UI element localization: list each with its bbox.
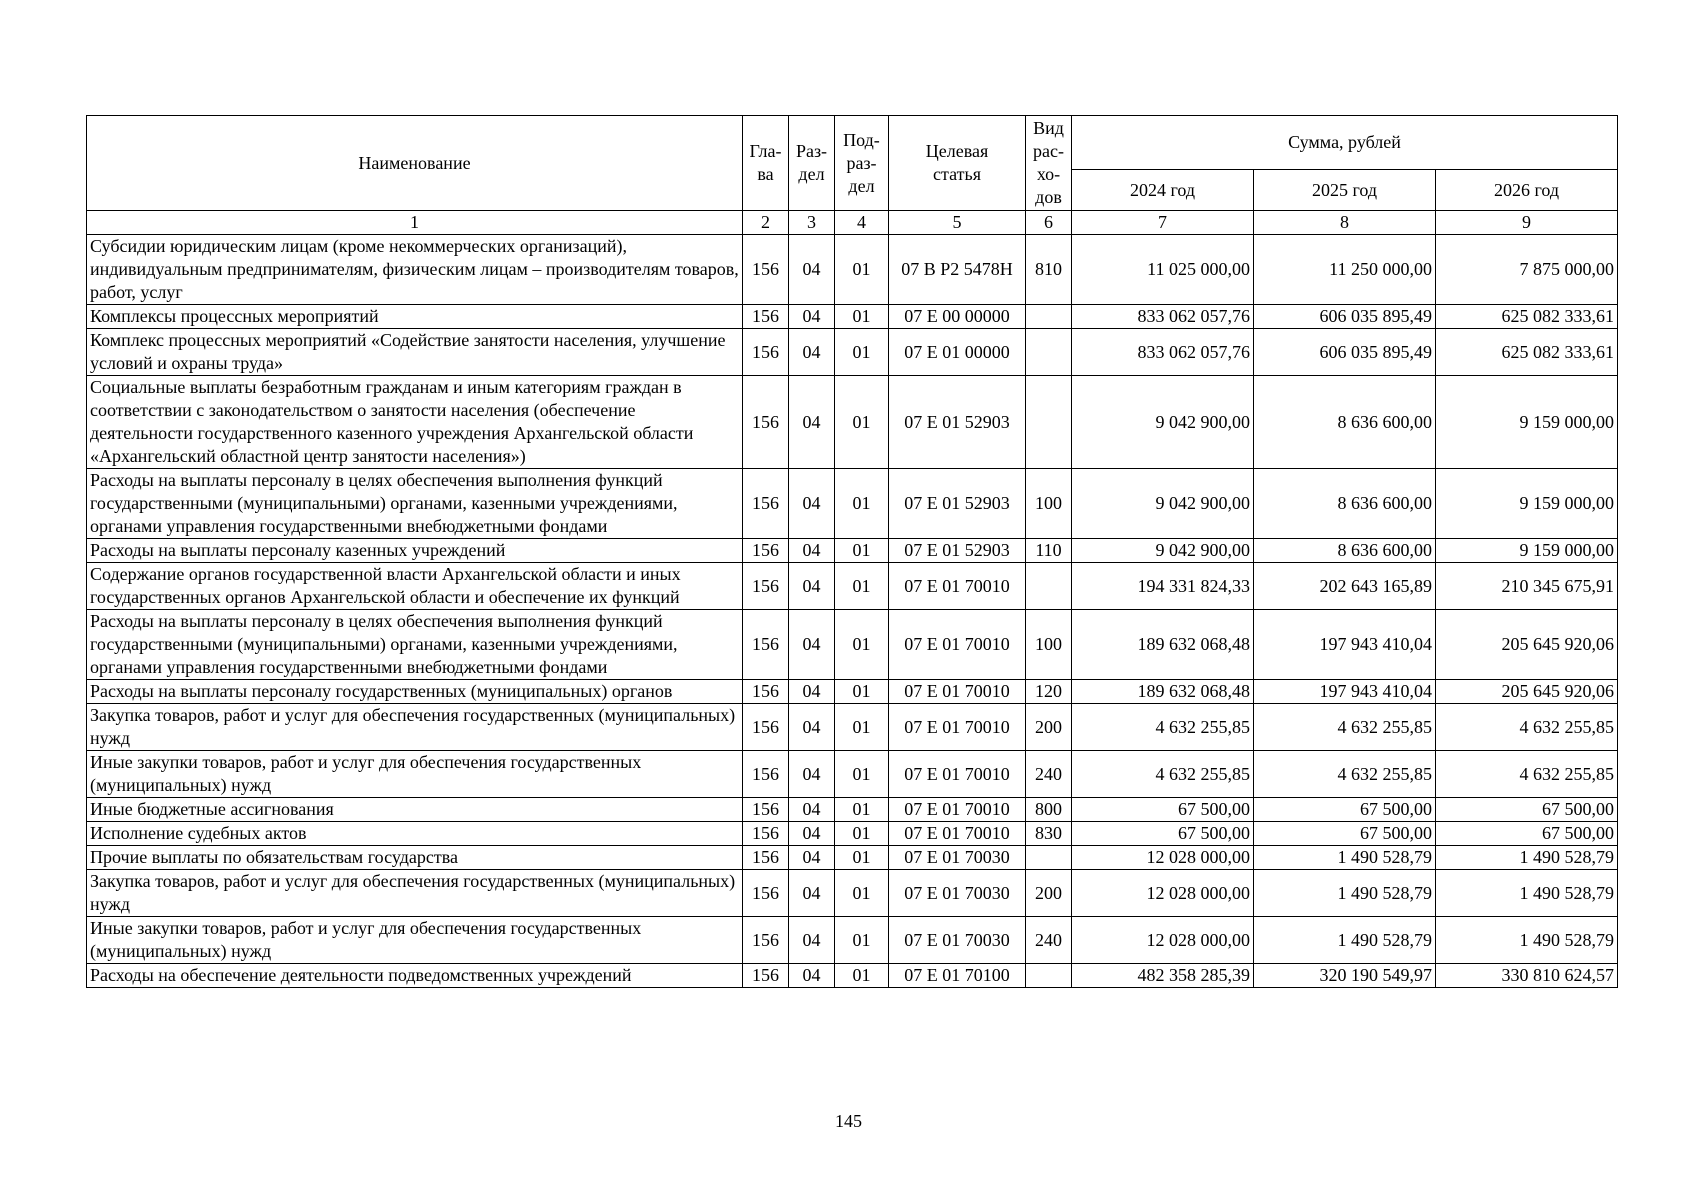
row-vid-rashodov-cell [1026, 964, 1072, 988]
row-sum-2026-cell: 210 345 675,91 [1436, 563, 1618, 610]
row-sum-2024-cell: 189 632 068,48 [1072, 680, 1254, 704]
row-sum-2024-cell: 9 042 900,00 [1072, 539, 1254, 563]
column-number-row [87, 211, 1618, 235]
row-razdel-cell: 04 [789, 846, 835, 870]
row-glava-cell: 156 [743, 680, 789, 704]
row-sum-2024-cell: 67 500,00 [1072, 798, 1254, 822]
row-name-cell: Расходы на обеспечение деятельности подведомственных учреждений [87, 964, 743, 988]
row-vid-rashodov-cell: 800 [1026, 798, 1072, 822]
row-celevaya-statya-cell: 07 Е 01 52903 [889, 539, 1026, 563]
row-razdel-cell: 04 [789, 964, 835, 988]
column-number: 6 [1026, 211, 1072, 235]
row-podrazdel-cell: 01 [835, 680, 889, 704]
row-razdel-cell: 04 [789, 469, 835, 539]
row-sum-2026-cell: 330 810 624,57 [1436, 964, 1618, 988]
row-glava-cell: 156 [743, 329, 789, 376]
row-podrazdel-cell: 01 [835, 563, 889, 610]
header-name: Наименование [87, 116, 743, 211]
row-sum-2026-cell: 9 159 000,00 [1436, 469, 1618, 539]
row-sum-2025-cell: 4 632 255,85 [1254, 704, 1436, 751]
row-sum-2025-cell: 1 490 528,79 [1254, 870, 1436, 917]
row-glava-cell: 156 [743, 305, 789, 329]
header-razdel: Раз- дел [789, 116, 835, 211]
row-sum-2025-cell: 67 500,00 [1254, 822, 1436, 846]
row-glava-cell: 156 [743, 704, 789, 751]
row-sum-2025-cell: 197 943 410,04 [1254, 680, 1436, 704]
row-vid-rashodov-cell: 100 [1026, 469, 1072, 539]
row-podrazdel-cell: 01 [835, 329, 889, 376]
row-sum-2025-cell: 606 035 895,49 [1254, 329, 1436, 376]
row-name-cell: Социальные выплаты безработным гражданам и иным категориям граждан в соответствии с законодательством о занятости населения (обеспечение деятельности государственного казенного учреждения Архангельской области «Архангельский областной центр занятости населения») [87, 376, 743, 469]
table-row [87, 329, 1618, 376]
table-row [87, 846, 1618, 870]
row-podrazdel-cell: 01 [835, 376, 889, 469]
row-sum-2024-cell: 9 042 900,00 [1072, 376, 1254, 469]
row-name-cell: Исполнение судебных актов [87, 822, 743, 846]
column-number: 8 [1254, 211, 1436, 235]
row-sum-2026-cell: 625 082 333,61 [1436, 305, 1618, 329]
row-sum-2024-cell: 482 358 285,39 [1072, 964, 1254, 988]
row-podrazdel-cell: 01 [835, 704, 889, 751]
table-row [87, 376, 1618, 469]
row-razdel-cell: 04 [789, 235, 835, 305]
column-number: 5 [889, 211, 1026, 235]
row-razdel-cell: 04 [789, 680, 835, 704]
row-glava-cell: 156 [743, 751, 789, 798]
row-celevaya-statya-cell: 07 Е 01 70010 [889, 704, 1026, 751]
header-celevaya-statya: Целевая статья [889, 116, 1026, 211]
row-vid-rashodov-cell: 830 [1026, 822, 1072, 846]
row-vid-rashodov-cell [1026, 376, 1072, 469]
row-sum-2024-cell: 194 331 824,33 [1072, 563, 1254, 610]
row-glava-cell: 156 [743, 917, 789, 964]
column-number: 3 [789, 211, 835, 235]
row-celevaya-statya-cell: 07 Е 01 70100 [889, 964, 1026, 988]
row-razdel-cell: 04 [789, 704, 835, 751]
row-name-cell: Иные бюджетные ассигнования [87, 798, 743, 822]
row-sum-2026-cell: 9 159 000,00 [1436, 376, 1618, 469]
header-row [87, 116, 1618, 170]
row-sum-2025-cell: 67 500,00 [1254, 798, 1436, 822]
row-sum-2026-cell: 4 632 255,85 [1436, 751, 1618, 798]
row-podrazdel-cell: 01 [835, 235, 889, 305]
row-sum-2026-cell: 9 159 000,00 [1436, 539, 1618, 563]
column-number: 7 [1072, 211, 1254, 235]
row-razdel-cell: 04 [789, 539, 835, 563]
budget-table [86, 115, 1618, 988]
table-row [87, 469, 1618, 539]
table-row [87, 563, 1618, 610]
row-sum-2026-cell: 205 645 920,06 [1436, 680, 1618, 704]
row-sum-2025-cell: 1 490 528,79 [1254, 917, 1436, 964]
row-podrazdel-cell: 01 [835, 610, 889, 680]
row-sum-2025-cell: 202 643 165,89 [1254, 563, 1436, 610]
row-name-cell: Расходы на выплаты персоналу казенных учреждений [87, 539, 743, 563]
row-podrazdel-cell: 01 [835, 846, 889, 870]
row-celevaya-statya-cell: 07 Е 01 70010 [889, 610, 1026, 680]
row-glava-cell: 156 [743, 846, 789, 870]
row-name-cell: Содержание органов государственной власти Архангельской области и иных государственных органов Архангельской области и обеспечение их функций [87, 563, 743, 610]
row-sum-2024-cell: 12 028 000,00 [1072, 870, 1254, 917]
row-name-cell: Расходы на выплаты персоналу в целях обеспечения выполнения функций государственными (муниципальными) органами, казенными учреждениями, органами управления государственными внебюджетными фондами [87, 610, 743, 680]
row-razdel-cell: 04 [789, 376, 835, 469]
table-row [87, 798, 1618, 822]
table-row [87, 751, 1618, 798]
row-sum-2026-cell: 625 082 333,61 [1436, 329, 1618, 376]
row-sum-2026-cell: 205 645 920,06 [1436, 610, 1618, 680]
row-razdel-cell: 04 [789, 563, 835, 610]
row-podrazdel-cell: 01 [835, 822, 889, 846]
row-sum-2024-cell: 4 632 255,85 [1072, 751, 1254, 798]
row-name-cell: Комплекс процессных мероприятий «Содействие занятости населения, улучшение условий и охраны труда» [87, 329, 743, 376]
row-razdel-cell: 04 [789, 822, 835, 846]
column-number: 4 [835, 211, 889, 235]
row-podrazdel-cell: 01 [835, 964, 889, 988]
row-celevaya-statya-cell: 07 Е 01 70010 [889, 680, 1026, 704]
table-row [87, 704, 1618, 751]
table-row [87, 235, 1618, 305]
row-celevaya-statya-cell: 07 Е 01 70010 [889, 563, 1026, 610]
row-razdel-cell: 04 [789, 329, 835, 376]
row-name-cell: Закупка товаров, работ и услуг для обеспечения государственных (муниципальных) нужд [87, 704, 743, 751]
row-celevaya-statya-cell: 07 Е 01 70030 [889, 870, 1026, 917]
row-glava-cell: 156 [743, 539, 789, 563]
header-podrazdel: Под- раз- дел [835, 116, 889, 211]
row-sum-2025-cell: 197 943 410,04 [1254, 610, 1436, 680]
row-glava-cell: 156 [743, 235, 789, 305]
row-name-cell: Иные закупки товаров, работ и услуг для обеспечения государственных (муниципальных) нужд [87, 917, 743, 964]
row-sum-2024-cell: 12 028 000,00 [1072, 846, 1254, 870]
row-sum-2024-cell: 9 042 900,00 [1072, 469, 1254, 539]
row-sum-2026-cell: 1 490 528,79 [1436, 846, 1618, 870]
row-sum-2024-cell: 12 028 000,00 [1072, 917, 1254, 964]
row-glava-cell: 156 [743, 964, 789, 988]
row-podrazdel-cell: 01 [835, 539, 889, 563]
row-celevaya-statya-cell: 07 Е 01 52903 [889, 376, 1026, 469]
table-row [87, 539, 1618, 563]
row-podrazdel-cell: 01 [835, 469, 889, 539]
row-sum-2024-cell: 11 025 000,00 [1072, 235, 1254, 305]
row-razdel-cell: 04 [789, 610, 835, 680]
row-razdel-cell: 04 [789, 751, 835, 798]
row-sum-2026-cell: 1 490 528,79 [1436, 870, 1618, 917]
row-sum-2024-cell: 67 500,00 [1072, 822, 1254, 846]
row-name-cell: Расходы на выплаты персоналу в целях обеспечения выполнения функций государственными (муниципальными) органами, казенными учреждениями, органами управления государственными внебюджетными фондами [87, 469, 743, 539]
header-year-2024: 2024 год [1072, 170, 1254, 211]
row-glava-cell: 156 [743, 798, 789, 822]
row-celevaya-statya-cell: 07 Е 00 00000 [889, 305, 1026, 329]
row-name-cell: Комплексы процессных мероприятий [87, 305, 743, 329]
row-glava-cell: 156 [743, 610, 789, 680]
table-row [87, 610, 1618, 680]
table-row [87, 822, 1618, 846]
page-number: 145 [835, 1111, 862, 1131]
row-podrazdel-cell: 01 [835, 798, 889, 822]
row-sum-2026-cell: 7 875 000,00 [1436, 235, 1618, 305]
row-vid-rashodov-cell [1026, 563, 1072, 610]
table-row [87, 680, 1618, 704]
row-glava-cell: 156 [743, 563, 789, 610]
row-sum-2026-cell: 1 490 528,79 [1436, 917, 1618, 964]
row-sum-2026-cell: 67 500,00 [1436, 822, 1618, 846]
row-vid-rashodov-cell [1026, 846, 1072, 870]
row-razdel-cell: 04 [789, 305, 835, 329]
column-number: 1 [87, 211, 743, 235]
row-sum-2026-cell: 67 500,00 [1436, 798, 1618, 822]
row-sum-2025-cell: 11 250 000,00 [1254, 235, 1436, 305]
row-celevaya-statya-cell: 07 Е 01 70030 [889, 846, 1026, 870]
table-row [87, 870, 1618, 917]
row-podrazdel-cell: 01 [835, 917, 889, 964]
row-glava-cell: 156 [743, 469, 789, 539]
row-podrazdel-cell: 01 [835, 751, 889, 798]
row-vid-rashodov-cell: 100 [1026, 610, 1072, 680]
row-glava-cell: 156 [743, 822, 789, 846]
row-name-cell: Закупка товаров, работ и услуг для обеспечения государственных (муниципальных) нужд [87, 870, 743, 917]
row-name-cell: Прочие выплаты по обязательствам государства [87, 846, 743, 870]
row-vid-rashodov-cell: 200 [1026, 870, 1072, 917]
table-row [87, 964, 1618, 988]
row-vid-rashodov-cell: 240 [1026, 751, 1072, 798]
column-number: 2 [743, 211, 789, 235]
row-sum-2024-cell: 4 632 255,85 [1072, 704, 1254, 751]
row-name-cell: Субсидии юридическим лицам (кроме некоммерческих организаций), индивидуальным предпринимателям, физическим лицам – производителям товаров, работ, услуг [87, 235, 743, 305]
header-year-2026: 2026 год [1436, 170, 1618, 211]
row-razdel-cell: 04 [789, 917, 835, 964]
row-vid-rashodov-cell: 110 [1026, 539, 1072, 563]
row-glava-cell: 156 [743, 870, 789, 917]
row-sum-2026-cell: 4 632 255,85 [1436, 704, 1618, 751]
row-sum-2025-cell: 606 035 895,49 [1254, 305, 1436, 329]
row-sum-2024-cell: 189 632 068,48 [1072, 610, 1254, 680]
row-razdel-cell: 04 [789, 870, 835, 917]
row-sum-2025-cell: 1 490 528,79 [1254, 846, 1436, 870]
row-celevaya-statya-cell: 07 Е 01 70010 [889, 798, 1026, 822]
row-celevaya-statya-cell: 07 Е 01 00000 [889, 329, 1026, 376]
row-razdel-cell: 04 [789, 798, 835, 822]
header-year-2025: 2025 год [1254, 170, 1436, 211]
column-number: 9 [1436, 211, 1618, 235]
row-vid-rashodov-cell [1026, 305, 1072, 329]
row-name-cell: Расходы на выплаты персоналу государственных (муниципальных) органов [87, 680, 743, 704]
row-sum-2025-cell: 320 190 549,97 [1254, 964, 1436, 988]
row-vid-rashodov-cell: 200 [1026, 704, 1072, 751]
row-sum-2025-cell: 8 636 600,00 [1254, 469, 1436, 539]
row-sum-2024-cell: 833 062 057,76 [1072, 305, 1254, 329]
row-celevaya-statya-cell: 07 Е 01 70010 [889, 751, 1026, 798]
row-celevaya-statya-cell: 07 Е 01 70030 [889, 917, 1026, 964]
table-row [87, 917, 1618, 964]
row-sum-2025-cell: 4 632 255,85 [1254, 751, 1436, 798]
row-celevaya-statya-cell: 07 В Р2 5478Н [889, 235, 1026, 305]
header-vid-rashodov: Вид рас- хо- дов [1026, 116, 1072, 211]
row-sum-2024-cell: 833 062 057,76 [1072, 329, 1254, 376]
row-vid-rashodov-cell [1026, 329, 1072, 376]
row-sum-2025-cell: 8 636 600,00 [1254, 376, 1436, 469]
row-podrazdel-cell: 01 [835, 870, 889, 917]
row-vid-rashodov-cell: 810 [1026, 235, 1072, 305]
row-glava-cell: 156 [743, 376, 789, 469]
row-celevaya-statya-cell: 07 Е 01 52903 [889, 469, 1026, 539]
header-glava: Гла- ва [743, 116, 789, 211]
row-vid-rashodov-cell: 240 [1026, 917, 1072, 964]
row-celevaya-statya-cell: 07 Е 01 70010 [889, 822, 1026, 846]
table-row [87, 305, 1618, 329]
header-summa: Сумма, рублей [1072, 116, 1618, 170]
row-vid-rashodov-cell: 120 [1026, 680, 1072, 704]
row-podrazdel-cell: 01 [835, 305, 889, 329]
row-sum-2025-cell: 8 636 600,00 [1254, 539, 1436, 563]
row-name-cell: Иные закупки товаров, работ и услуг для обеспечения государственных (муниципальных) нужд [87, 751, 743, 798]
